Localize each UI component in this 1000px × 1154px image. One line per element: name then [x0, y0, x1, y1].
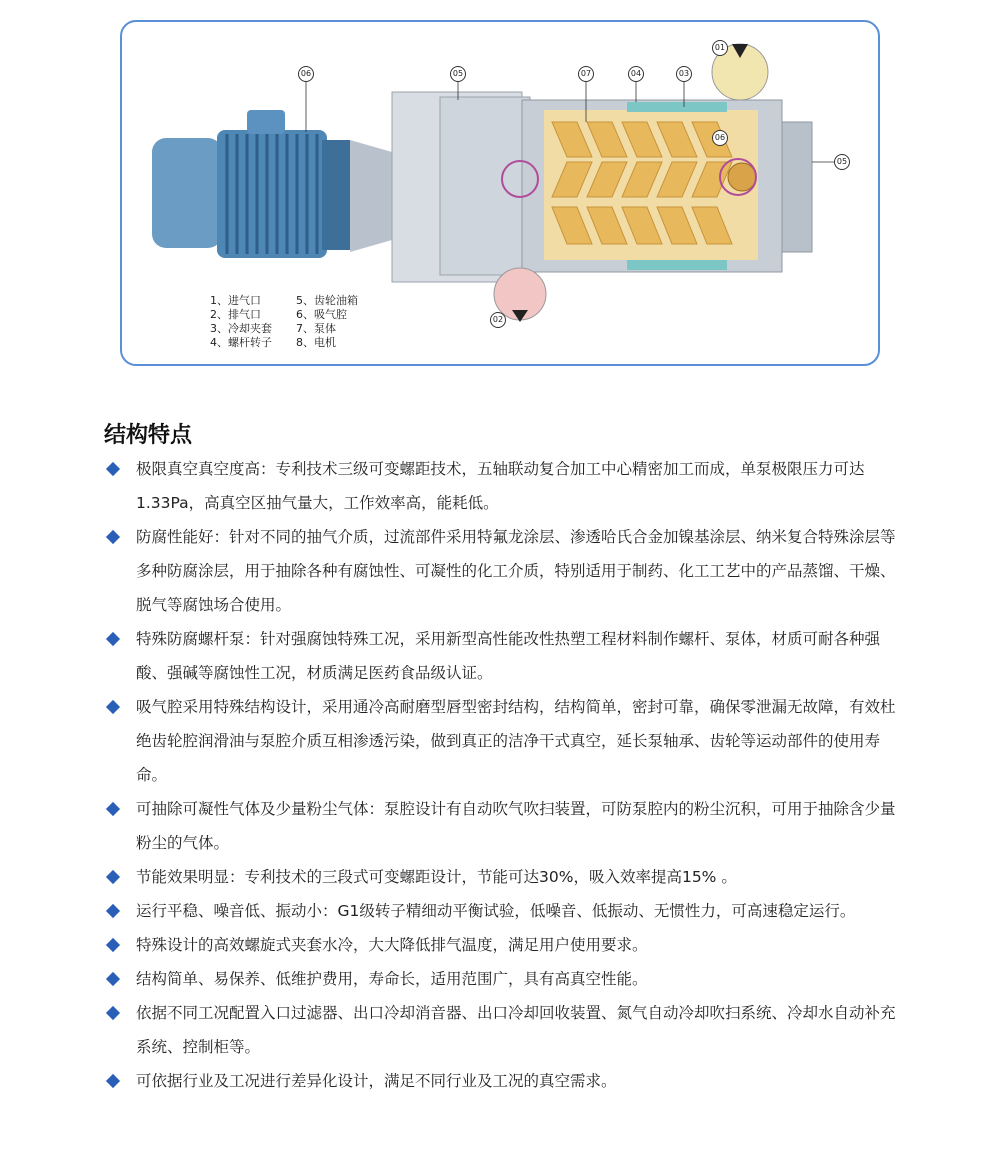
diamond-bullet-icon [106, 904, 120, 918]
diamond-bullet-icon [106, 802, 120, 816]
legend-item: 1、进气口 [210, 294, 261, 307]
feature-item [104, 962, 904, 996]
feature-item [104, 452, 904, 520]
feature-item [104, 520, 904, 622]
diagram-legend [210, 294, 396, 350]
diamond-bullet-icon [106, 938, 120, 952]
callout-03: 03 [676, 66, 692, 82]
feature-item [104, 792, 904, 860]
diamond-bullet-icon [106, 632, 120, 646]
section-title: 结构特点 [104, 423, 193, 448]
feature-text: 防腐性能好：针对不同的抽气介质，过流部件采用特氟龙涂层、渗透哈氏合金加镍基涂层、纳米复合特殊涂层等多种防腐涂层，用于抽除各种有腐蚀性、可凝性的化工介质，特别适用于制药、化工工艺中的产品蒸馏、干燥、脱气等腐蚀场合使用。 [136, 528, 896, 614]
diamond-bullet-icon [106, 972, 120, 986]
screw-rotor [552, 122, 732, 244]
feature-text: 特殊防腐螺杆泵：针对强腐蚀特殊工况，采用新型高性能改性热塑工程材料制作螺杆、泵体，材质可耐各种强酸、强碱等腐蚀性工况，材质满足医药食品级认证。 [136, 630, 881, 682]
legend-item: 4、螺杆转子 [210, 336, 272, 349]
feature-text: 可抽除可凝性气体及少量粉尘气体：泵腔设计有自动吹气吹扫装置，可防泵腔内的粉尘沉积，可用于抽除含少量粉尘的气体。 [136, 800, 896, 852]
feature-text: 运行平稳、噪音低、振动小：G1级转子精细动平衡试验，低噪音、低振动、无惯性力，可高速稳定运行。 [136, 902, 856, 920]
callout-05a: 05 [450, 66, 466, 82]
legend-item: 6、吸气腔 [296, 308, 347, 321]
feature-item [104, 860, 904, 894]
pump-diagram-frame [120, 20, 880, 366]
legend-item: 3、冷却夹套 [210, 322, 272, 335]
diamond-bullet-icon [106, 1074, 120, 1088]
callout-06a: 06 [298, 66, 314, 82]
callout-06b: 06 [712, 130, 728, 146]
callout-07: 07 [578, 66, 594, 82]
motor-flange [322, 140, 350, 250]
feature-item [104, 996, 904, 1064]
motor-body [217, 130, 327, 258]
bearing [728, 163, 756, 191]
feature-text: 可依据行业及工况进行差异化设计，满足不同行业及工况的真空需求。 [136, 1072, 617, 1090]
feature-text: 结构简单、易保养、低维护费用，寿命长，适用范围广，具有高真空性能。 [136, 970, 648, 988]
motor-endcap [152, 138, 222, 248]
feature-list [104, 452, 904, 1098]
feature-text: 节能效果明显：专利技术的三段式可变螺距设计，节能可达30%，吸入效率提高15% 。 [136, 868, 737, 886]
feature-item [104, 894, 904, 928]
callout-02: 02 [490, 312, 506, 328]
callout-04: 04 [628, 66, 644, 82]
diamond-bullet-icon [106, 530, 120, 544]
diamond-bullet-icon [106, 870, 120, 884]
feature-item [104, 622, 904, 690]
feature-text: 特殊设计的高效螺旋式夹套水冷，大大降低排气温度，满足用户使用要求。 [136, 936, 648, 954]
cooling-jacket-top [627, 102, 727, 112]
suction-chamber [440, 97, 530, 275]
legend-item: 5、齿轮油箱 [296, 294, 358, 307]
feature-item [104, 928, 904, 962]
feature-text: 依据不同工况配置入口过滤器、出口冷却消音器、出口冷却回收装置、氮气自动冷却吹扫系统、冷却水自动补充系统、控制柜等。 [136, 1004, 896, 1056]
legend-item: 2、排气口 [210, 308, 261, 321]
feature-text: 吸气腔采用特殊结构设计，采用通冷高耐磨型唇型密封结构，结构简单，密封可靠，确保零泄漏无故障，有效杜绝齿轮腔润滑油与泵腔介质互相渗透污染，做到真正的洁净干式真空，延长泵轴承、齿轮等运动部件的使用寿命。 [136, 698, 896, 784]
motor-terminal-box [247, 110, 285, 134]
diamond-bullet-icon [106, 462, 120, 476]
end-cover [782, 122, 812, 252]
feature-item [104, 690, 904, 792]
feature-item [104, 1064, 904, 1098]
legend-item: 7、泵体 [296, 322, 336, 335]
diamond-bullet-icon [106, 700, 120, 714]
feature-text: 极限真空真空度高：专利技术三级可变螺距技术，五轴联动复合加工中心精密加工而成，单泵极限压力可达1.33Pa，高真空区抽气量大，工作效率高，能耗低。 [136, 460, 865, 512]
callout-05b: 05 [834, 154, 850, 170]
diamond-bullet-icon [106, 1006, 120, 1020]
cooling-jacket-bottom [627, 260, 727, 270]
coupling-housing [350, 140, 392, 252]
legend-item: 8、电机 [296, 336, 336, 349]
callout-01: 01 [712, 40, 728, 56]
